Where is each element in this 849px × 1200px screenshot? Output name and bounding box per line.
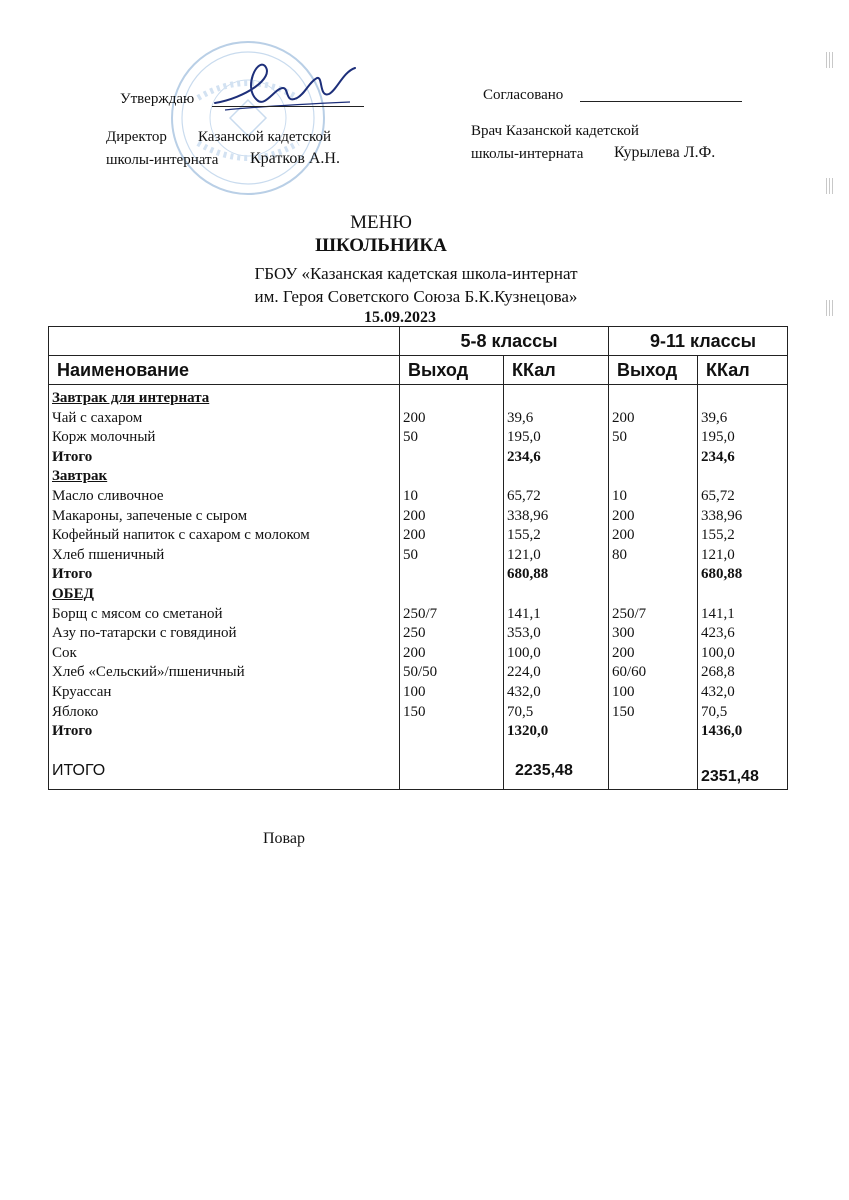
approve-organization: Казанской кадетской [198, 129, 331, 145]
approve-position: Директор [106, 129, 167, 145]
portion-9-11: 80 [612, 546, 627, 563]
dish-name: Чай с сахаром [52, 409, 143, 426]
portion-9-11: 250/7 [612, 605, 647, 622]
dish-name: Итого [52, 723, 93, 740]
portion-9-11: 200 [612, 409, 635, 426]
approve-label: Утверждаю [120, 91, 195, 107]
kcal-5-8-value: 65,72 [507, 487, 541, 504]
column-kcal-9-11: ККал [698, 356, 788, 385]
portion-5-8: 10 [403, 487, 418, 504]
director-signature [205, 58, 365, 128]
portion-9-11: 200 [612, 644, 635, 661]
group-5-8: 5-8 классы [400, 327, 609, 356]
kcal-9-11-value: 432,0 [701, 683, 735, 700]
agree-person: Курылева Л.Ф. [614, 144, 716, 161]
kcal-9-11-value: 423,6 [701, 625, 735, 642]
kcal-9-11-value: 680,88 [701, 566, 743, 583]
column-name: Наименование [49, 356, 400, 385]
approve-signature-line [212, 106, 364, 107]
kcal-9-11-value: 100,0 [701, 644, 735, 661]
dish-name: Итого [52, 448, 93, 465]
approve-person: Кратков А.Н. [250, 150, 340, 167]
portion-5-8 [403, 448, 503, 468]
kcal-5-8-value: 680,88 [507, 566, 549, 583]
kcal-5-8-value [507, 467, 608, 487]
grand-total-empty [403, 761, 503, 781]
kcal-5-8-value [507, 389, 608, 409]
approve-organization-line2: школы-интерната [106, 152, 219, 168]
portion-5-8: 50 [403, 429, 418, 446]
menu-table [48, 326, 788, 790]
dish-name: Хлеб «Сельский»/пшеничный [52, 664, 245, 681]
portion-5-8 [403, 585, 503, 605]
portions-5-8 [400, 385, 504, 790]
portion-5-8 [403, 565, 503, 585]
column-header [49, 356, 788, 385]
agree-signature-line [580, 101, 742, 102]
kcal-9-11-value: 1436,0 [701, 723, 743, 740]
kcal-9-11-value [701, 585, 787, 605]
dish-name: Кофейный напиток с сахаром с молоком [52, 527, 310, 544]
kcal-5-8-value: 353,0 [507, 625, 541, 642]
kcal-9-11-value: 65,72 [701, 487, 735, 504]
class-group-header [49, 327, 788, 356]
portion-5-8: 50/50 [403, 664, 438, 681]
portion-5-8: 200 [403, 507, 426, 524]
dish-name: Макароны, запеченые с сыром [52, 507, 248, 524]
kcal-5-8-value: 70,5 [507, 703, 534, 720]
scan-mark [826, 178, 834, 194]
dish-name: Завтрак для интерната [52, 390, 210, 406]
dish-name: Борщ с мясом со сметаной [52, 605, 223, 622]
agree-organization-line2: школы-интерната [471, 146, 584, 162]
title-schoolchild: ШКОЛЬНИКА [315, 235, 447, 256]
group-9-11: 9-11 классы [609, 327, 788, 356]
portion-5-8: 250 [403, 625, 426, 642]
kcal-5-8-value: 224,0 [507, 664, 541, 681]
dish-name: Азу по-татарски с говядиной [52, 625, 237, 642]
title-menu: МЕНЮ [350, 212, 412, 233]
dish-name: Яблоко [52, 703, 99, 720]
portion-9-11: 300 [612, 625, 635, 642]
kcal-5-8-value: 141,1 [507, 605, 541, 622]
dish-name: Круассан [52, 683, 112, 700]
kcal-9-11-value [701, 389, 787, 409]
kcal-9-11-value: 268,8 [701, 664, 735, 681]
grand-total-9-11: 2351,48 [701, 768, 759, 786]
column-out-5-8: Выход [400, 356, 504, 385]
menu-body [49, 385, 788, 790]
kcal-5-8-value: 100,0 [507, 644, 541, 661]
kcal-9-11-value: 70,5 [701, 703, 728, 720]
kcal-5-8-value: 1320,0 [507, 723, 549, 740]
portion-9-11 [612, 467, 697, 487]
portion-5-8: 250/7 [403, 605, 438, 622]
portion-5-8: 200 [403, 527, 426, 544]
kcal-9-11-value: 39,6 [701, 409, 728, 426]
kcal-9-11-value: 338,96 [701, 507, 743, 524]
dish-names [49, 385, 400, 790]
kcal-5-8-value: 155,2 [507, 527, 541, 544]
grand-total-empty [612, 761, 697, 781]
portion-9-11: 200 [612, 527, 635, 544]
school-name-line2: им. Героя Советского Союза Б.К.Кузнецова» [254, 287, 578, 306]
portion-9-11 [612, 565, 697, 585]
portion-5-8 [403, 467, 503, 487]
portion-9-11: 10 [612, 487, 627, 504]
kcal-5-8-value: 195,0 [507, 429, 541, 446]
cook-label: Повар [263, 830, 305, 847]
kcal-5-8-value: 121,0 [507, 546, 541, 563]
portion-9-11: 150 [612, 703, 635, 720]
kcal-9-11-value: 141,1 [701, 605, 735, 622]
dish-name: Итого [52, 566, 93, 583]
portion-5-8: 200 [403, 644, 426, 661]
portion-9-11 [612, 389, 697, 409]
portion-5-8: 200 [403, 409, 426, 426]
agree-position: Врач Казанской кадетской [471, 123, 639, 139]
portion-5-8 [403, 389, 503, 409]
agree-label: Согласовано [483, 87, 564, 103]
portion-9-11: 50 [612, 429, 627, 446]
kcal-9-11-value: 195,0 [701, 429, 735, 446]
portion-9-11 [612, 722, 697, 742]
dish-name: Сок [52, 644, 77, 661]
school-name-line1: ГБОУ «Казанская кадетская школа-интернат [254, 264, 578, 283]
kcal-9-11 [698, 385, 788, 790]
column-out-9-11: Выход [609, 356, 698, 385]
kcal-5-8-value: 234,6 [507, 448, 541, 465]
portion-5-8: 50 [403, 546, 418, 563]
dish-name: Завтрак [52, 468, 108, 485]
portion-9-11 [612, 585, 697, 605]
scan-mark [826, 52, 834, 68]
grand-total-label: ИТОГО [52, 762, 106, 780]
portion-9-11: 100 [612, 683, 635, 700]
grand-total-5-8: 2235,48 [515, 762, 573, 780]
menu-date: 15.09.2023 [364, 309, 436, 326]
kcal-9-11-value: 121,0 [701, 546, 735, 563]
dish-name: Корж молочный [52, 429, 156, 446]
kcal-5-8-value: 338,96 [507, 507, 549, 524]
dish-name: ОБЕД [52, 585, 94, 602]
kcal-5-8 [504, 385, 609, 790]
portion-5-8 [403, 722, 503, 742]
kcal-5-8-value: 39,6 [507, 409, 534, 426]
portion-5-8: 100 [403, 683, 426, 700]
portion-5-8: 150 [403, 703, 426, 720]
portions-9-11 [609, 385, 698, 790]
portion-9-11: 60/60 [612, 664, 647, 681]
dish-name: Масло сливочное [52, 487, 164, 504]
portion-9-11 [612, 448, 697, 468]
portion-9-11: 200 [612, 507, 635, 524]
kcal-5-8-value: 432,0 [507, 683, 541, 700]
kcal-9-11-value: 234,6 [701, 448, 735, 465]
dish-name: Хлеб пшеничный [52, 546, 165, 563]
column-kcal-5-8: ККал [504, 356, 609, 385]
kcal-5-8-value [507, 585, 608, 605]
kcal-9-11-value: 155,2 [701, 527, 735, 544]
kcal-9-11-value [701, 467, 787, 487]
